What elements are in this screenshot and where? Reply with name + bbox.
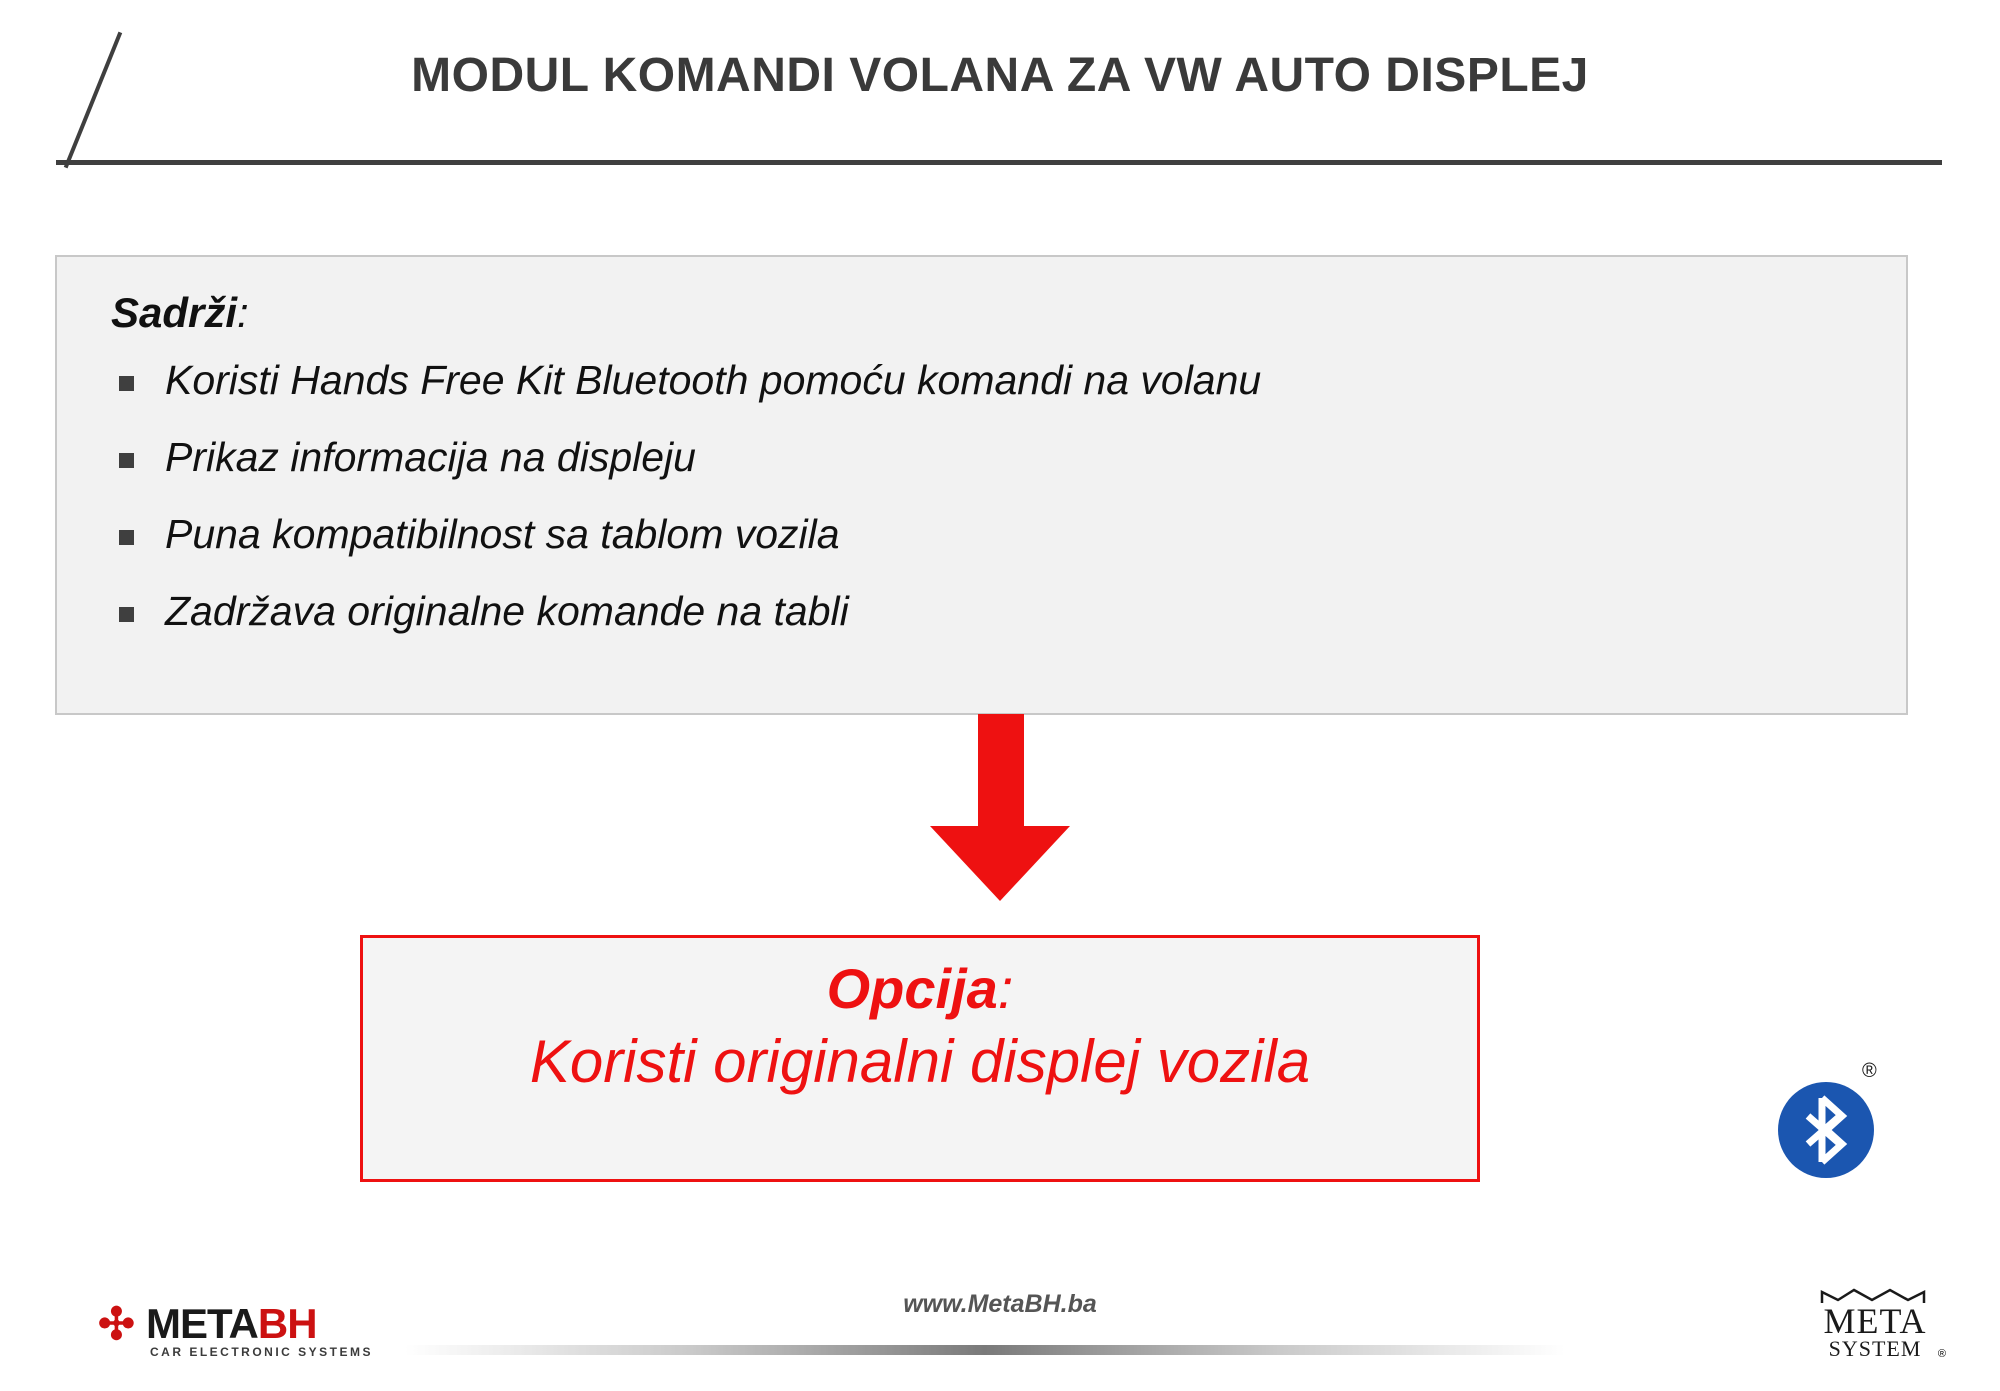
option-heading-bold: Opcija [826, 957, 998, 1020]
metasystem-logo [1800, 1288, 1950, 1378]
bullet-square-icon [119, 607, 134, 622]
content-heading [111, 289, 1866, 337]
option-heading-suffix: : [997, 957, 1014, 1020]
option-panel [360, 935, 1480, 1182]
metasystem-crown-icon [1820, 1288, 1930, 1304]
header-divider [56, 160, 1942, 165]
list-item [97, 588, 1866, 635]
bluetooth-icon [1778, 1082, 1874, 1178]
list-item-label: Koristi Hands Free Kit Bluetooth pomoću komandi na volanu [165, 357, 1262, 403]
metabh-logo [98, 1300, 388, 1360]
bullet-square-icon [119, 453, 134, 468]
metabh-mark-icon: ✣ [98, 1300, 135, 1349]
list-item-label: Prikaz informacija na displeju [165, 434, 696, 480]
page-title: MODUL KOMANDI VOLANA ZA VW AUTO DISPLEJ [411, 49, 1589, 102]
footer-url[interactable]: www.MetaBH.ba [903, 1290, 1097, 1318]
bullet-square-icon [119, 530, 134, 545]
feature-list [97, 357, 1866, 635]
content-heading-suffix: : [237, 289, 249, 336]
crown-glyph [1820, 1288, 1930, 1304]
metasystem-line1: META [1823, 1301, 1927, 1341]
list-item [97, 357, 1866, 404]
content-panel [55, 255, 1908, 715]
down-arrow-icon [930, 714, 1070, 899]
list-item-label: Zadržava originalne komande na tabli [165, 588, 849, 634]
option-heading [363, 956, 1477, 1021]
bluetooth-glyph [1778, 1082, 1874, 1178]
metabh-wordmark [146, 1300, 317, 1348]
registered-mark: ® [1862, 1060, 1877, 1082]
list-item [97, 511, 1866, 558]
footer-divider [405, 1345, 1565, 1355]
list-item [97, 434, 1866, 481]
list-item-label: Puna kompatibilnost sa tablom vozila [165, 511, 840, 557]
metasystem-registered-mark: ® [1937, 1348, 1946, 1360]
bluetooth-logo [1778, 1060, 1878, 1195]
content-heading-bold: Sadrži [111, 289, 238, 336]
bullet-square-icon [119, 376, 134, 391]
arrow-shaft [978, 714, 1024, 829]
option-text: Koristi originalni displej vozila [529, 1028, 1311, 1095]
arrow-head [930, 826, 1070, 901]
metabh-tagline: CAR ELECTRONIC SYSTEMS [150, 1345, 374, 1359]
metabh-word-accent: BH [257, 1300, 317, 1347]
metabh-word-main: META [146, 1300, 258, 1347]
metasystem-line2: SYSTEM [1828, 1336, 1922, 1361]
